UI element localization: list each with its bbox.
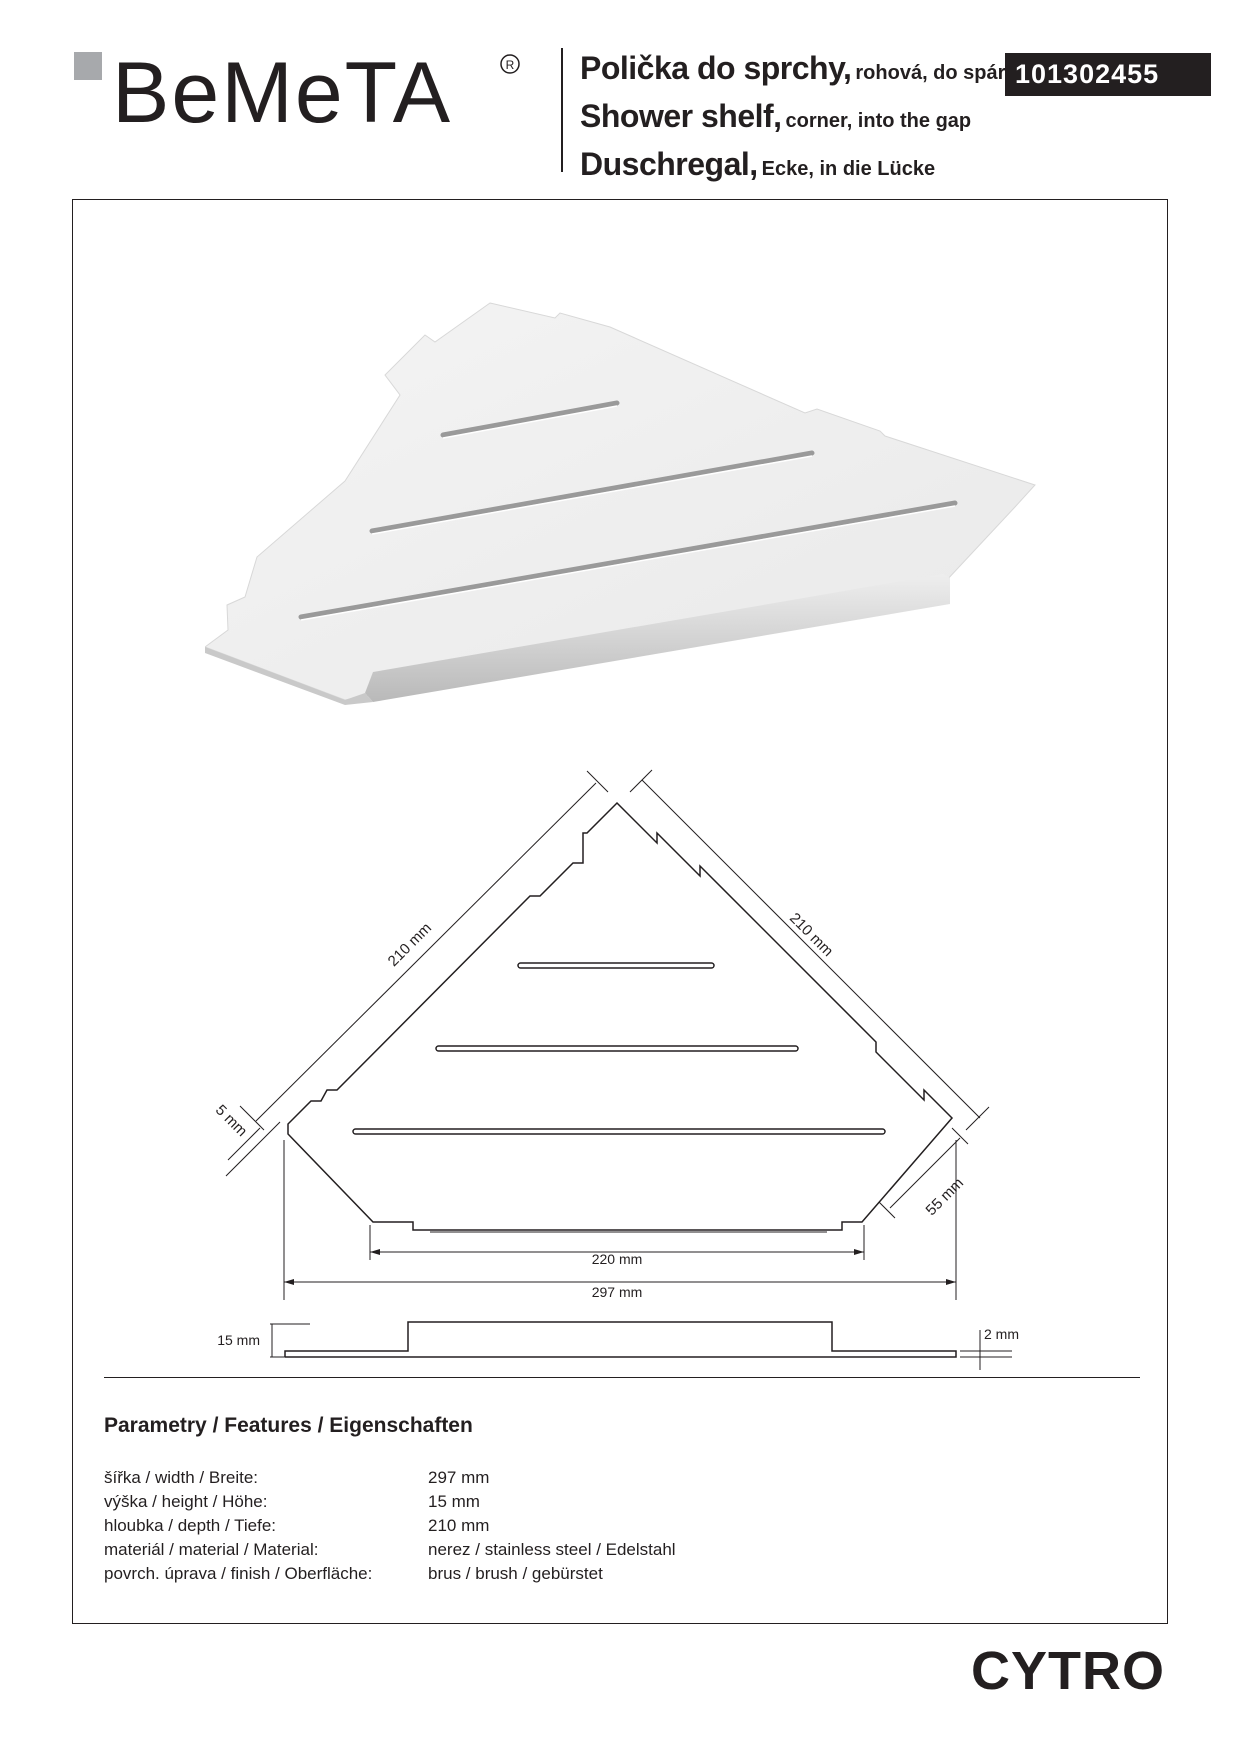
- dim-line-right: [642, 780, 980, 1118]
- dim-inner-arrow-left: [370, 1249, 380, 1255]
- features-divider: [104, 1377, 1140, 1378]
- dim-inner-arrow-right: [854, 1249, 864, 1255]
- dim-ext-right-bottom: [966, 1107, 989, 1130]
- brand-logo: [72, 50, 522, 130]
- title-de: Duschregal, Ecke, in die Lücke: [580, 146, 936, 182]
- dim-front-ext-1: [952, 1128, 968, 1144]
- feature-row-height: výška / height / Höhe: 15 mm: [104, 1492, 480, 1511]
- feature-row-depth: hloubka / depth / Tiefe: 210 mm: [104, 1516, 490, 1535]
- features-table: [104, 1466, 676, 1586]
- logo-wordmark: BeMeTA: [112, 50, 453, 130]
- dim-label-right: 210 mm: [786, 909, 837, 960]
- feature-row-width: šířka / width / Breite: 297 mm: [104, 1468, 490, 1487]
- dim-label-inner: 220 mm: [591, 1251, 643, 1267]
- dim-label-front: 55 mm: [922, 1174, 968, 1220]
- dim-total-arrow-right: [946, 1279, 956, 1285]
- dim-total-arrow-left: [284, 1279, 294, 1285]
- product-code: 101302455: [1005, 53, 1211, 96]
- dim-label-height: 15 mm: [217, 1332, 260, 1348]
- title-en: Shower shelf, corner, into the gap: [580, 98, 972, 134]
- dim-line-left: [256, 783, 596, 1121]
- dim-ext-right-top: [630, 770, 652, 792]
- logo-square-icon: [74, 52, 102, 80]
- header-divider: [561, 48, 563, 172]
- technical-drawing: [190, 760, 1020, 1375]
- drawing-slot-3: [353, 1129, 885, 1134]
- title-cz: Polička do sprchy, rohová, do spár: [580, 50, 1006, 86]
- drawing-side-profile: [285, 1322, 956, 1357]
- product-photo: [205, 295, 1045, 715]
- features-title: Parametry / Features / Eigenschaften: [104, 1414, 473, 1437]
- dim-label-lip: 5 mm: [211, 1101, 251, 1141]
- dim-front-ext-2: [879, 1202, 895, 1218]
- feature-row-finish: povrch. úprava / finish / Oberfläche: brus / brush / gebürstet: [104, 1564, 603, 1583]
- drawing-slot-1: [518, 963, 714, 968]
- drawing-slot-2: [436, 1046, 798, 1051]
- product-titles: [580, 44, 1005, 188]
- dim-label-total: 297 mm: [591, 1284, 643, 1300]
- dim-label-left: 210 mm: [384, 919, 435, 970]
- dim-label-thickness: 2 mm: [984, 1326, 1019, 1342]
- drawing-shelf-outline: [288, 803, 952, 1230]
- registered-mark: R: [505, 58, 515, 72]
- feature-row-material: materiál / material / Material: nerez / stainless steel / Edelstahl: [104, 1540, 676, 1559]
- series-name: CYTRO: [971, 1641, 1165, 1701]
